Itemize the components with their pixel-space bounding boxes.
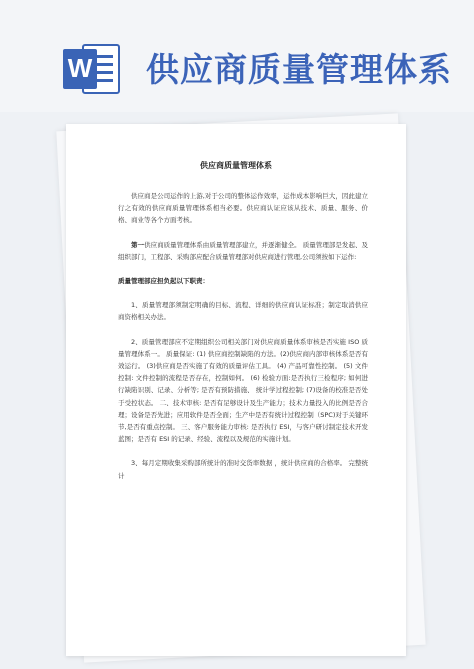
document-page — [66, 124, 406, 656]
paragraph-item-1: 1、质量管理部须制定明确的目标、流程、详细的供应商认证标准；制定取消供应商资格相关办法。 — [118, 301, 368, 322]
document-heading: 供应商质量管理体系 — [200, 161, 272, 170]
paragraph-intro: 供应商是公司运作的上游,对于公司的整体运作效率，运作成本影响巨大，因此建立行之有效的供应商质量管理体系相当必要。供应商认证应该从技术、质量、服务、价格、商业等各个方面考核。 — [118, 192, 368, 225]
paragraph-first-text: 供应商质量管理体系由质量管理部建立，并逐渐健全。 质量管理部是发起、及组织部门，工程部、采购部应配合质量管理部对供应商进行管理,公司须按如下运作: — [118, 240, 368, 261]
svg-text:W: W — [67, 53, 93, 83]
paragraph-first — [118, 239, 368, 263]
page-title: 供应商质量管理体系 — [146, 50, 452, 89]
banner — [0, 0, 474, 112]
paragraph-first-bold: 第一 — [131, 240, 145, 249]
paragraph-duties-heading: 质量管理部应担负起以下职责： — [118, 277, 209, 286]
document-body — [118, 190, 368, 482]
paragraph-item-2: 2、质量管理部应不定期组织公司相关部门对供应商质量体系审核是否实施 ISO 质量管理体系一。 质量保证: (1) 供应商控制缺陷的方法。(2)供应商内部审核体系是否有效运行。 (3)供应商是否实施了有效的质量评估工具。 (4) 产品可靠性控制。 (5) 文件控制: 文件控制的流程是否存在，控制如何。 (6) 检验方面:是否执行三检程序; 如何进行缺陷识别、记录、分析等; 是否有预防措施、 统计学过程控制; (7)设备的校准是否处于受控状态。 二、技术审核: 是否有足够设计及生产能力；技术力量投入的比例是否合理；设备是否先进；应用软件是否全面；生产中是否有统计过程控制（SPC)对于关键环节,是否有重点控制。 三、客户服务能力审核: 是否执行 ESI，与客户研讨制定技术开发蓝图；是否有 ESI 的记录、经验、流程以及规范的实施计划。 — [118, 337, 368, 444]
paragraph-item-3: 3、每月定期收集采购部所统计的准时交货率数据 ，统计供应商的合格率。 完整统计 — [118, 459, 368, 480]
word-icon — [63, 41, 121, 97]
